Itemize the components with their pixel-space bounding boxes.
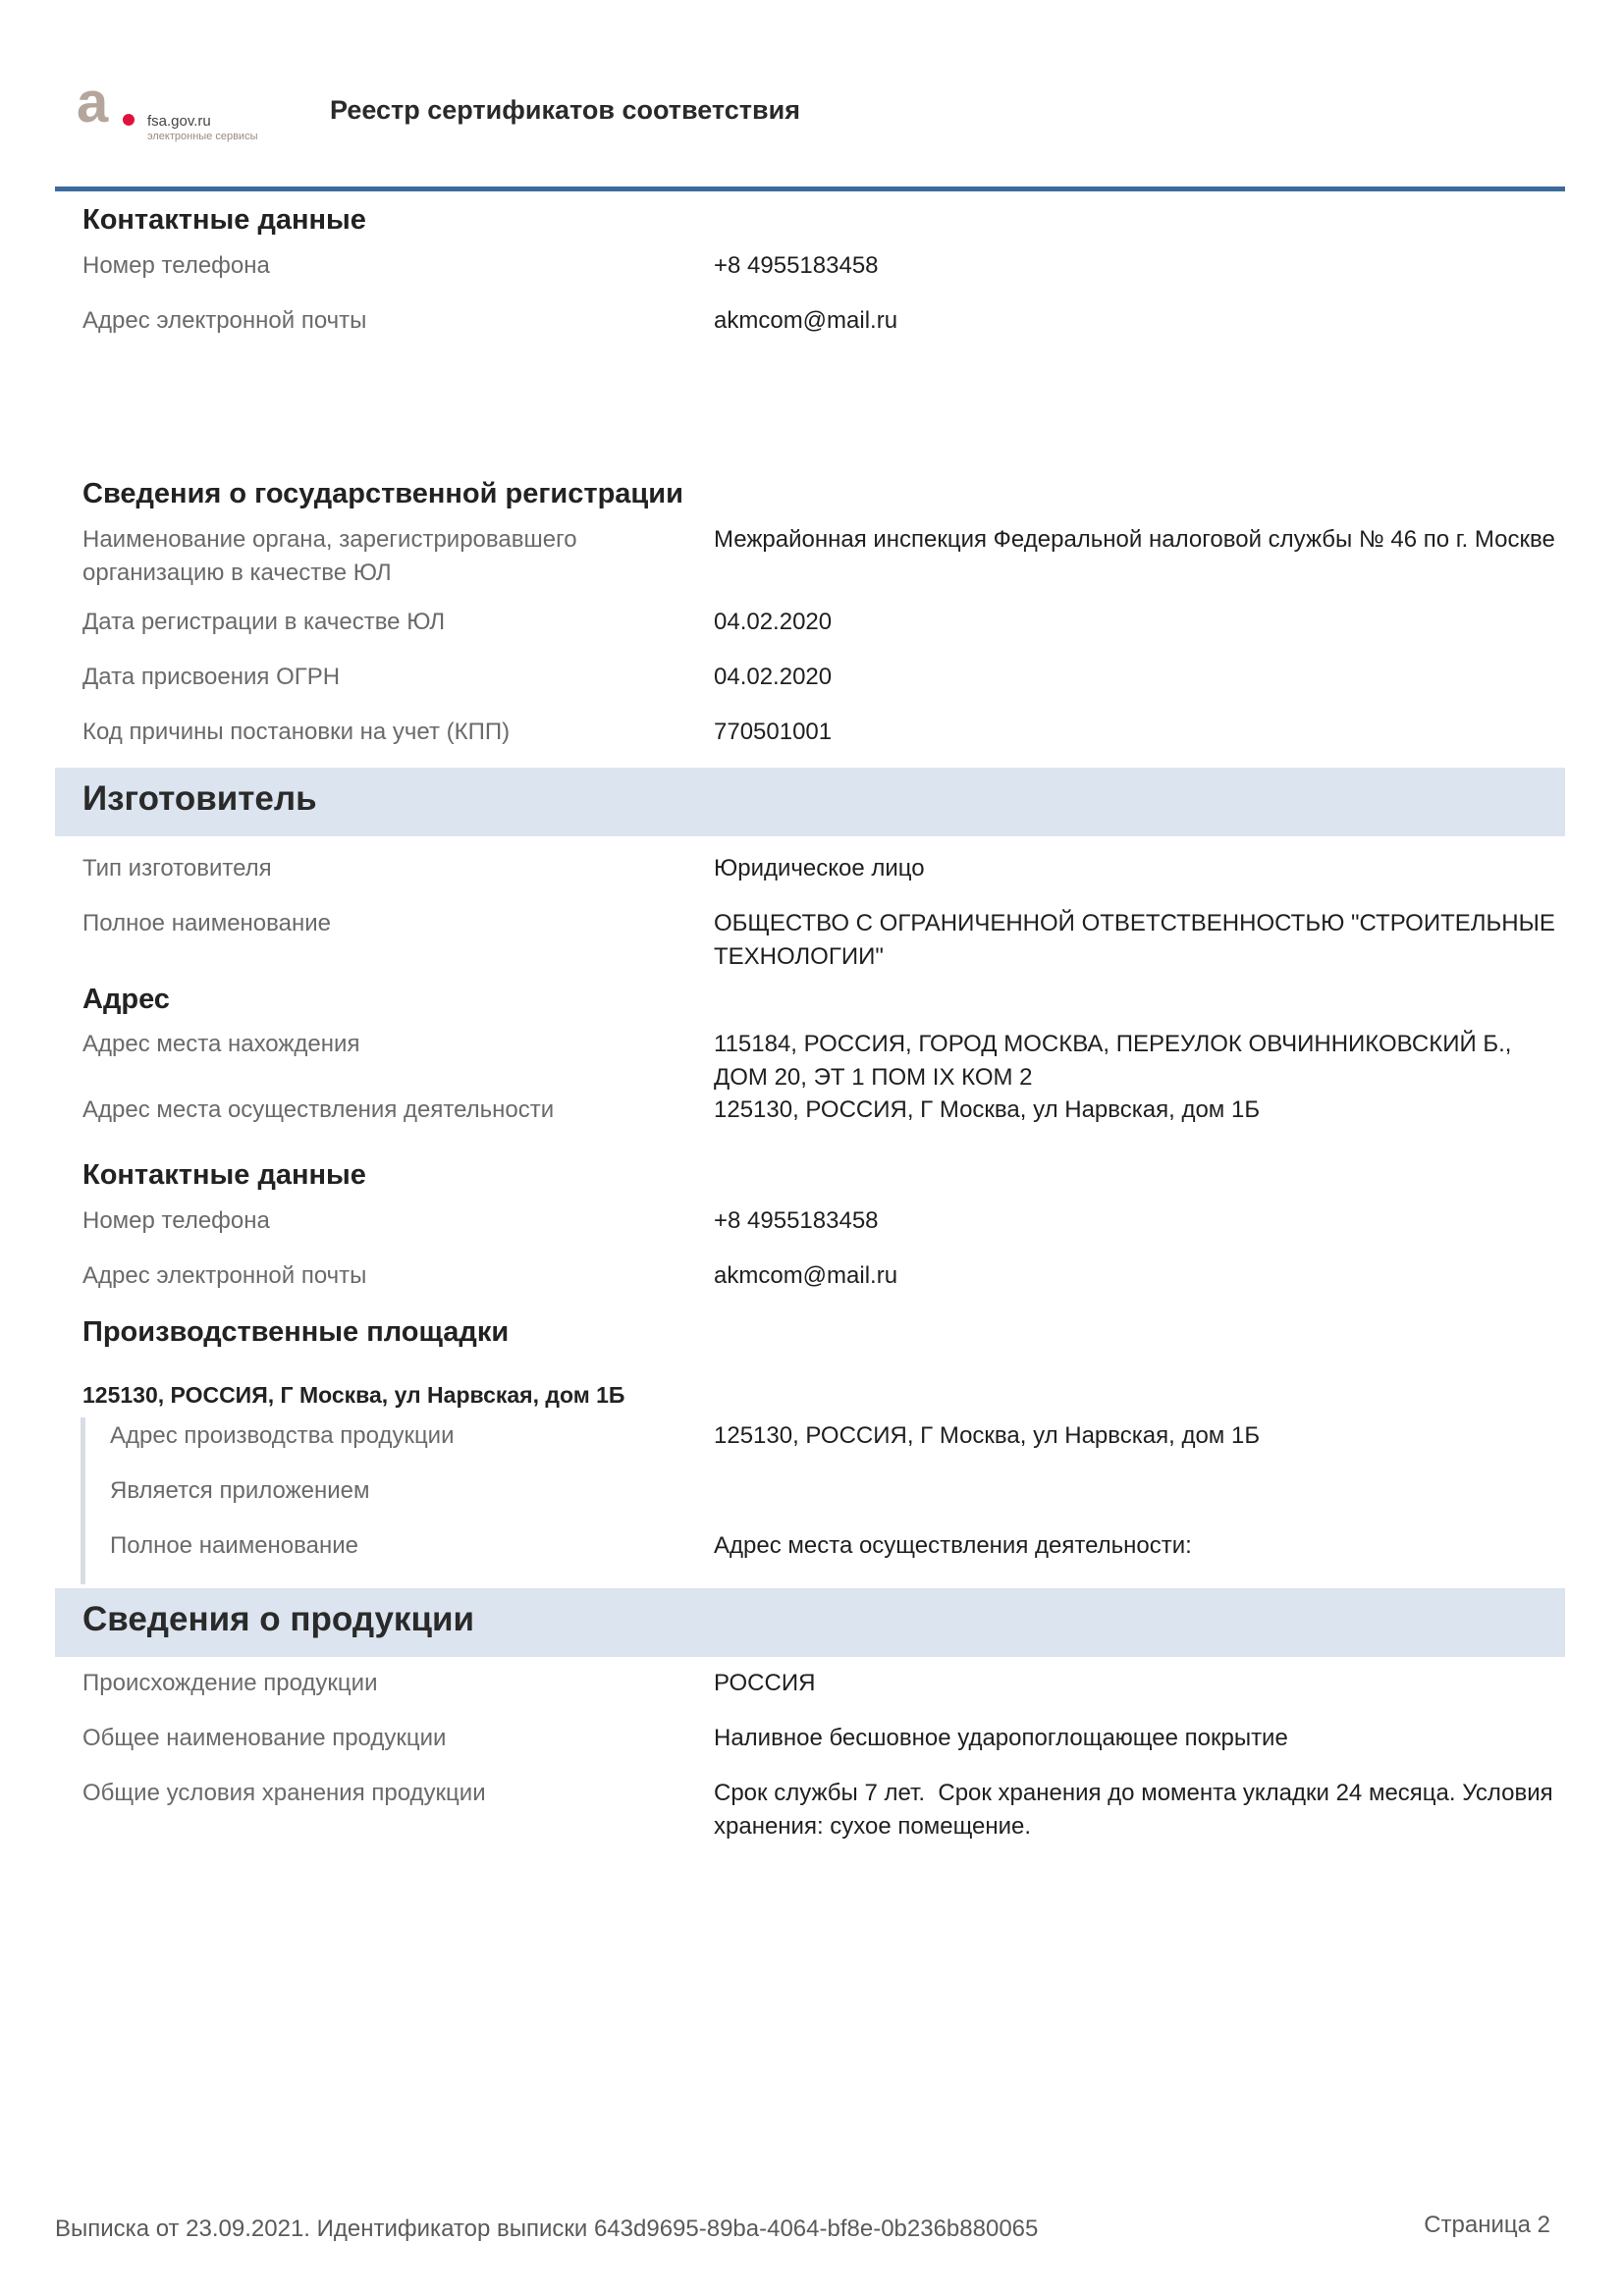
ogrn-date-label: Дата присвоения ОГРН: [82, 664, 341, 690]
email-value: akmcom@mail.ru: [714, 307, 898, 334]
authority-value: Межрайонная инспекция Федеральной налоговой службы № 46 по г. Москве: [714, 526, 1555, 553]
authority-label: Наименование органа, зарегистрировавшего организацию в качестве ЮЛ: [82, 526, 577, 586]
state-registration-heading: Сведения о государственной регистрации: [82, 478, 683, 509]
site-full-name-value: Адрес места осуществления деятельности:: [714, 1532, 1192, 1559]
product-name-label: Общее наименование продукции: [82, 1725, 447, 1751]
manufacturer-email-value: akmcom@mail.ru: [714, 1262, 898, 1289]
phone-value: +8 4955183458: [714, 252, 879, 279]
storage-value: Срок службы 7 лет. Срок хранения до момента укладки 24 месяца. Условия хранения: сухое помещение.: [714, 1780, 1560, 1840]
activity-address-value: 125130, РОССИЯ, Г Москва, ул Нарвская, дом 1Б: [714, 1096, 1261, 1123]
product-section: [55, 1588, 1565, 1657]
header-divider: [55, 187, 1565, 191]
email-label: Адрес электронной почты: [82, 307, 367, 334]
product-name-value: Наливное бесшовное ударопоглощающее покрытие: [714, 1725, 1288, 1751]
production-site-bar: [81, 1417, 85, 1584]
is-appendix-label: Является приложением: [110, 1477, 370, 1504]
manufacturer-heading: Изготовитель: [82, 779, 317, 818]
production-sites-heading: Производственные площадки: [82, 1316, 510, 1348]
product-heading: Сведения о продукции: [82, 1600, 474, 1638]
document-title: Реестр сертификатов соответствия: [330, 95, 800, 125]
location-address-value: 115184, РОССИЯ, ГОРОД МОСКВА, ПЕРЕУЛОК ОВЧИННИКОВСКИЙ Б., ДОМ 20, ЭТ 1 ПОМ IX КОМ 2: [714, 1031, 1512, 1091]
manufacturer-type-label: Тип изготовителя: [82, 855, 272, 881]
manufacturer-type-value: Юридическое лицо: [714, 855, 925, 881]
site-full-name-label: Полное наименование: [110, 1532, 358, 1559]
storage-label: Общие условия хранения продукции: [82, 1780, 486, 1806]
kpp-value: 770501001: [714, 719, 833, 745]
fsa-logo-icon: [77, 77, 145, 132]
extract-footer: Выписка от 23.09.2021. Идентификатор выписки 643d9695-89ba-4064-bf8e-0b236b880065: [55, 2216, 1039, 2242]
kpp-label: Код причины постановки на учет (КПП): [82, 719, 511, 745]
svg-text:а: а: [77, 77, 109, 132]
logo-subtitle: электронные сервисы: [147, 131, 258, 142]
manufacturer-section: [55, 768, 1565, 836]
ogrn-date-value: 04.02.2020: [714, 664, 833, 690]
production-site-address: 125130, РОССИЯ, Г Москва, ул Нарвская, дом 1Б: [82, 1382, 625, 1408]
location-address-label: Адрес места нахождения: [82, 1031, 360, 1057]
reg-date-label: Дата регистрации в качестве ЮЛ: [82, 609, 446, 635]
manufacturer-phone-label: Номер телефона: [82, 1207, 270, 1234]
origin-label: Происхождение продукции: [82, 1670, 378, 1696]
manufacturer-name-label: Полное наименование: [82, 910, 331, 936]
manufacturer-name-value: ОБЩЕСТВО С ОГРАНИЧЕННОЙ ОТВЕТСТВЕННОСТЬЮ "СТРОИТЕЛЬНЫЕ ТЕХНОЛОГИИ": [714, 910, 1555, 970]
production-address-value: 125130, РОССИЯ, Г Москва, ул Нарвская, дом 1Б: [714, 1422, 1261, 1449]
phone-label: Номер телефона: [82, 252, 270, 279]
origin-value: РОССИЯ: [714, 1670, 816, 1696]
address-heading: Адрес: [82, 984, 170, 1015]
reg-date-value: 04.02.2020: [714, 609, 833, 635]
manufacturer-email-label: Адрес электронной почты: [82, 1262, 367, 1289]
contacts-heading: Контактные данные: [82, 204, 366, 236]
manufacturer-contacts-heading: Контактные данные: [82, 1159, 366, 1191]
activity-address-label: Адрес места осуществления деятельности: [82, 1096, 555, 1123]
manufacturer-phone-value: +8 4955183458: [714, 1207, 879, 1234]
production-address-label: Адрес производства продукции: [110, 1422, 455, 1449]
logo-site-name: fsa.gov.ru: [147, 113, 211, 130]
page-number: Страница 2: [1424, 2212, 1550, 2238]
fsa-logo: [77, 77, 273, 145]
